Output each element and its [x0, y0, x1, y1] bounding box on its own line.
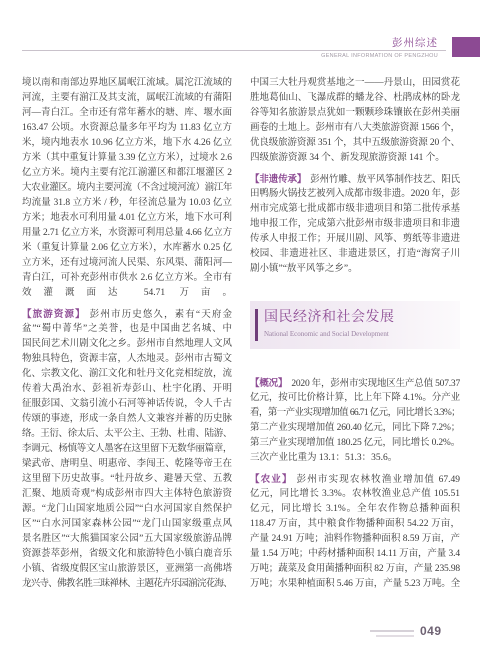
line-text: 化、宗教文化、湔江文化和牡丹文化竞相绽放，流: [22, 369, 232, 379]
line-text: 画卷的土地上。彭州市有八大类旅游资源 1566 个，: [250, 123, 460, 133]
text-line: [250, 421, 460, 436]
line-text: 胜地葛仙山、飞瀑成群的蟠龙谷、杜鹃成林的卧龙: [250, 93, 460, 103]
line-text: 第二产业实现增加值 260.40 亿元，同比下降 7.2%；: [250, 423, 460, 433]
line-text: 剧小镇”“敖平风筝之乡”。: [250, 264, 358, 274]
banner-subtitle: National Economic and Social Development: [264, 330, 389, 338]
text-line: [22, 136, 232, 151]
line-text: 河—青白江。全市还有常年蓄水的塘、库、堰水面: [22, 108, 232, 118]
line-text: 这里留下历史故事。“牡丹故乡、避暑天堂、五教: [22, 474, 232, 484]
section-title: 彭州综述: [392, 37, 438, 49]
text-line: [22, 76, 232, 91]
line-text: 源。“龙门山国家地质公园”“白水河国家自然保护: [22, 504, 232, 514]
paragraph-tourism-continued: [250, 76, 460, 166]
line-text: 用量 2.71 亿立方米，水资源可利用总量 4.66 亿立方: [22, 228, 232, 238]
line-text: 量 1.54 万吨；中药材播种面积 14.11 万亩，产量 3.4: [250, 549, 460, 559]
line-text: 万吨；水果种植面积 5.46 万亩，产量 5.23 万吨。全: [250, 579, 460, 589]
line-text: 亿立方米。境内主要有沱江湔灌区和都江堰灌区 2: [22, 168, 232, 178]
text-line: [22, 286, 232, 301]
paragraph-tourism-resources: [22, 307, 232, 592]
page-number: 049: [420, 624, 442, 638]
text-line: [250, 262, 460, 277]
text-line: [22, 91, 232, 106]
text-line: [250, 376, 460, 391]
line-text: 2020 年，彭州市实现地区生产总值 507.37: [291, 379, 460, 389]
text-line: [250, 502, 460, 517]
text-line: [250, 436, 460, 451]
text-line: [22, 427, 232, 442]
line-text: 龙兴寺、佛教名胜三昧禅林、主题花卉乐园湔浣花海、: [22, 579, 232, 589]
line-text: 征服彭国、文翁引流小石河等神话传说，令人千古: [22, 399, 232, 409]
line-text: 彭州竹雕、敖平风筝制作技艺、阳氏: [310, 175, 460, 185]
right-column: [250, 76, 460, 592]
text-line: [250, 517, 460, 532]
text-line: [22, 196, 232, 211]
text-line: [250, 187, 460, 202]
text-line: [22, 367, 232, 382]
banner-accent-bar: [255, 309, 258, 341]
text-line: [22, 166, 232, 181]
line-text: 境以南和南部边界地区属岷江流域。属沱江流域的: [22, 78, 232, 88]
text-line: [250, 106, 460, 121]
section-tab-marker: [452, 37, 480, 57]
text-line: [22, 562, 232, 577]
line-text: 第三产业实现增加值 180.25 亿元，同比增长 0.2%。: [250, 438, 460, 448]
text-line: [22, 487, 232, 502]
line-text: 亿元，按可比价格计算，比上年下降 4.1%。分产业: [250, 393, 460, 403]
text-line: [22, 256, 232, 271]
text-line: [22, 106, 232, 121]
line-text: 中国三大牡丹观赏基地之一——丹景山，田园赏花: [250, 78, 460, 88]
text-line: [250, 202, 460, 217]
text-line: [250, 217, 460, 232]
text-line: [22, 532, 232, 547]
text-line: [22, 502, 232, 517]
line-text: 优良级旅游资源 351 个，其中五级旅游资源 20 个、: [250, 138, 460, 148]
line-text: 彭州市历史悠久，素有“天府金: [89, 310, 232, 320]
line-text: 地申报工作，完成第六批彭州市级非遗项目和非遗: [250, 219, 460, 229]
text-line: [22, 517, 232, 532]
line-text: 河流，主要有湔江及其支流，属岷江流域的有蒲阳: [22, 93, 232, 103]
line-text: 亿元，同比增长 3.1%。全年农作物总播种面积: [250, 504, 460, 514]
text-line: [22, 241, 232, 256]
text-line: [22, 181, 232, 196]
text-line: [22, 472, 232, 487]
line-text: 谷等知名旅游景点犹如一颗颗珍珠镶嵌在彭州美丽: [250, 108, 460, 118]
text-line: [22, 412, 232, 427]
line-text: 国民间艺术川剧文化之乡。彭州市自然地理人文风: [22, 339, 232, 349]
paragraph-heading: 【非遗传承】: [250, 174, 307, 185]
line-text: 田鸭肠火锅技艺被列入成都市级非遗。2020 年，彭: [250, 189, 460, 199]
text-line: [250, 451, 460, 466]
text-line: [22, 337, 232, 352]
line-text: 州市完成第七批成都市级非遗项目和第二批传承基: [250, 204, 460, 214]
text-line: [22, 457, 232, 472]
line-text: 163.47 公顷。水资源总量多年平均为 11.83 亿立方: [22, 123, 232, 133]
text-line: [22, 397, 232, 412]
text-line: [250, 136, 460, 151]
line-text: 络。王衍、徐太后、太平公主、王勃、杜甫、陆游、: [22, 429, 232, 439]
text-line: [250, 532, 460, 547]
paragraph-heading: 【旅游资源】: [22, 309, 86, 320]
line-text: 方米（其中重复计算量 3.39 亿立方米），过境水 2.6: [22, 153, 232, 163]
line-text: 盆”“蜀中菁华”之美誉，也是中国曲艺名城、中: [22, 324, 232, 334]
line-text: 看，第一产业实现增加值 66.71 亿元，同比增长 3.3%；: [250, 408, 460, 418]
line-text: 梁武帝、唐明皇、明惠帝、李闯王、乾隆等帝王在: [22, 459, 232, 469]
line-text: 传承人申报工作；开展川剧、风筝、剪纸等非遗进: [250, 234, 460, 244]
line-text: 汇聚、地质奇观”构成彭州市四大主体特色旅游资: [22, 489, 232, 499]
text-line: [22, 121, 232, 136]
line-text: 均流量 31.8 立方米 / 秒，年径流总量为 10.03 亿立: [22, 198, 232, 208]
line-text: 三次产业比重为 13.1：51.3：35.6。: [250, 453, 398, 463]
text-line: [250, 76, 460, 91]
text-line: [22, 577, 232, 592]
footer-decoration: [376, 635, 414, 637]
header-rule: [22, 50, 446, 51]
line-text: 景名胜区”“大熊猫国家公园”五大国家级旅游品牌: [22, 534, 232, 544]
text-line: [250, 91, 460, 106]
text-line: [250, 151, 460, 166]
text-line: [22, 322, 232, 337]
line-text: 118.47 万亩，其中粮食作物播种面积 54.22 万亩，: [250, 519, 460, 529]
paragraph-overview: [250, 376, 460, 466]
left-column: [22, 76, 232, 592]
section-subtitle: GENERAL INFORMATION OF PENGZHOU: [321, 53, 438, 59]
text-line: [22, 226, 232, 241]
line-text: 米（重复计算量 2.06 亿立方米），水库蓄水 0.25 亿: [22, 243, 232, 253]
line-text: 效灌溉面达 54.71 万亩。: [22, 288, 232, 298]
text-line: [22, 271, 232, 286]
line-text: 亿元，同比增长 3.3%。农林牧渔业总产值 105.51: [250, 489, 460, 499]
text-line: [250, 577, 460, 592]
line-text: 传颂的事迹，形成一条自然人文兼容并蓄的历史脉: [22, 414, 232, 424]
text-line: [250, 487, 460, 502]
line-text: 青白江，可补充彭州市供水 2.6 亿立方米。全市有: [22, 273, 232, 283]
text-line: [250, 232, 460, 247]
line-text: 立方米，还有过境河流人民渠、东风渠、蒲阳河—: [22, 258, 232, 268]
paragraph-agriculture: [250, 472, 460, 592]
line-text: 万吨；蔬菜及食用菌播种面积 82 万亩，产量 235.98: [250, 564, 460, 574]
line-text: 资源荟萃彭州，省级文化和旅游特色小镇白鹿音乐: [22, 549, 232, 559]
text-line: [250, 121, 460, 136]
paragraph-intangible-heritage: [250, 172, 460, 277]
text-line: [22, 151, 232, 166]
paragraph-heading: 【农业】: [250, 474, 293, 485]
text-line: [250, 391, 460, 406]
text-line: [250, 406, 460, 421]
text-line: [22, 382, 232, 397]
banner-title: 国民经济和社会发展: [264, 310, 395, 325]
footer-decoration: [370, 630, 414, 632]
line-text: 小镇、省级度假区宝山旅游景区，亚洲第一高佛塔: [22, 564, 232, 574]
line-text: 米，境内地表水 10.96 亿立方米，地下水 4.26 亿立: [22, 138, 232, 148]
line-text: 大农业灌区。境内主要河流（不含过境河流）湔江年: [22, 183, 232, 193]
text-line: [22, 547, 232, 562]
paragraph-heading: 【概况】: [250, 378, 288, 389]
text-line: [250, 547, 460, 562]
text-line: [22, 442, 232, 457]
line-text: 传着大禹治水、彭祖祈寿彭山、杜宇化鹃、开明: [22, 384, 232, 394]
text-line: [22, 307, 232, 322]
paragraph-water-resources: [22, 76, 232, 301]
section-banner: [250, 301, 460, 349]
line-text: 校园、非遗进社区、非遗进景区，打造“海窝子川: [250, 249, 460, 259]
line-text: 李调元、杨慎等文人墨客在这里留下无数华丽篇章，: [22, 444, 232, 454]
text-line: [250, 247, 460, 262]
line-text: 区”“白水河国家森林公园”“龙门山国家级重点风: [22, 519, 232, 529]
text-line: [250, 562, 460, 577]
line-text: 彭州市实现农林牧渔业增加值 67.49: [296, 475, 460, 485]
line-text: 四级旅游资源 34 个、新发现旅游资源 141 个。: [250, 153, 445, 163]
line-text: 方米；地表水可利用量 4.01 亿立方米，地下水可利: [22, 213, 232, 223]
line-text: 物独具特色，资源丰富，人杰地灵。彭州市古蜀文: [22, 354, 232, 364]
text-line: [22, 352, 232, 367]
line-text: 产量 24.91 万吨；油料作物播种面积 8.59 万亩，产: [250, 534, 460, 544]
text-line: [22, 211, 232, 226]
text-line: [250, 472, 460, 487]
text-line: [250, 172, 460, 187]
